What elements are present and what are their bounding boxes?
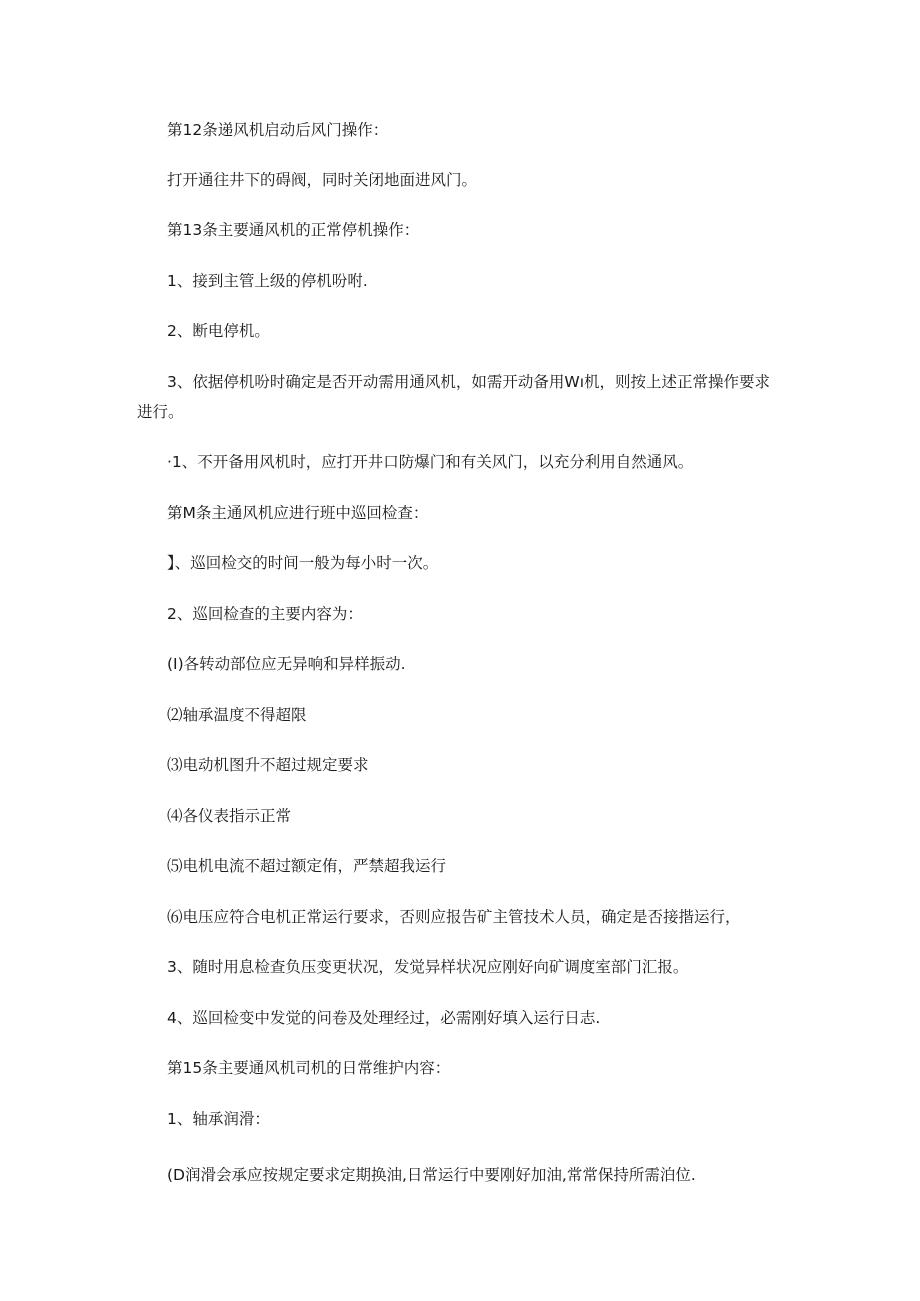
article-15-heading: 第15条主要通风机司机的日常维护内容： bbox=[167, 1059, 451, 1077]
article-13-heading: 第13条主要通风机的正常停机操作： bbox=[167, 221, 420, 239]
list-item: 3、随时用息检查负压变更状况，发觉异样状况应刚好向矿调度室部门汇报。 bbox=[167, 958, 689, 976]
list-item: 1、轴承润滑： bbox=[167, 1110, 270, 1128]
list-item: 2、巡回检查的主要内容为： bbox=[167, 605, 363, 623]
sub-list-item: (I)各转动部位应无异响和异样振动. bbox=[167, 655, 406, 673]
sub-list-item: ⑶电动机图升不超过规定要求 bbox=[167, 756, 369, 774]
paragraph-text: 打开通往井下的碍阀，同时关闭地面进风门。 bbox=[167, 171, 478, 189]
sub-list-item: (D润滑会承应按规定要求定期换油,日常运行中要刚好加油,常常保持所需泊位. bbox=[167, 1166, 696, 1184]
sub-list-item: ⑹电压应符合电机正常运行要求，否则应报告矿主管技术人员，确定是否接揩运行， bbox=[167, 908, 741, 926]
article-14-heading: 第M条主通风机应进行班中巡回检查： bbox=[167, 504, 429, 522]
sub-list-item: ⑷各仪表指示正常 bbox=[167, 807, 292, 825]
list-item: 1、接到主管上级的停机吩咐. bbox=[167, 272, 368, 290]
list-item-continuation: 进行。 bbox=[137, 403, 184, 421]
list-item: ·1、不开备用风机时，应打开井口防爆门和有关风门，以充分利用自然通风。 bbox=[167, 453, 694, 471]
list-item: 2、断电停机。 bbox=[167, 322, 270, 340]
list-item: 4、巡回检变中发觉的问卷及处理经过，必需刚好填入运行日志. bbox=[167, 1009, 601, 1027]
list-item: 】、巡回检交的时间一般为每小时一次。 bbox=[167, 554, 439, 572]
article-12-heading: 第12条递风机启动后风门操作： bbox=[167, 121, 389, 139]
sub-list-item: ⑸电机电流不超过额定侑，严禁超我运行 bbox=[167, 857, 447, 875]
list-item: 3、依据停机吩时确定是否开动需用通风机，如需开动备用Wı机，则按上述正常操作要求 bbox=[167, 373, 770, 391]
sub-list-item: ⑵轴承温度不得超限 bbox=[167, 706, 307, 724]
